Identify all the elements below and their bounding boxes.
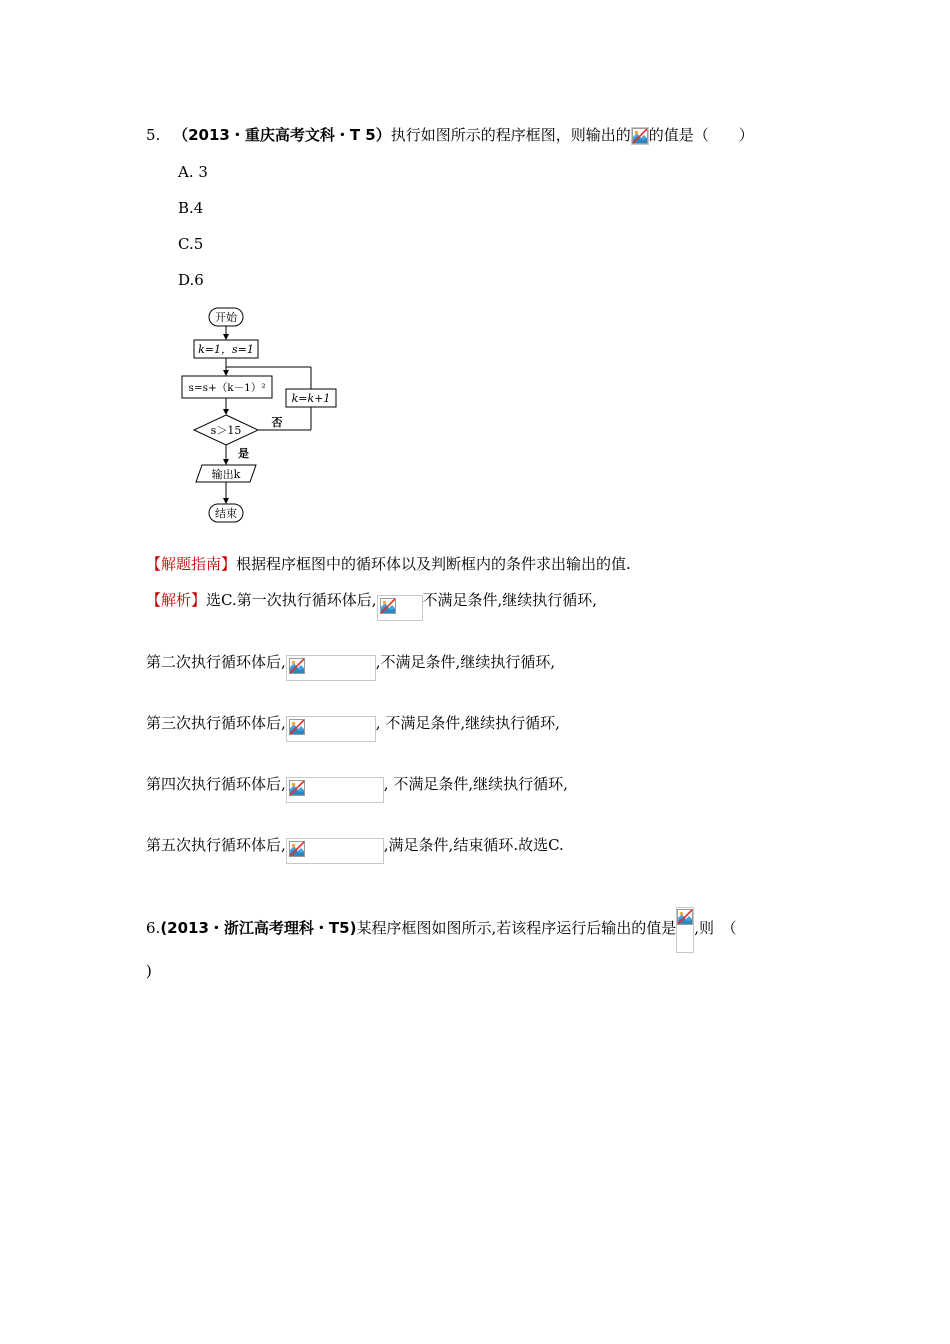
broken-image-icon — [286, 716, 376, 742]
analysis-fifth-before: 第五次执行循环体后, — [146, 836, 286, 854]
guide-line — [146, 554, 631, 574]
q6-stem-before: 某程序框图如图所示,若该程序运行后输出的值是 — [356, 919, 677, 937]
broken-image-icon — [676, 907, 694, 953]
analysis-second-before: 第二次执行循环体后, — [146, 653, 286, 671]
flow-increment-label: k=k+1 — [291, 392, 331, 405]
flowchart — [180, 302, 350, 527]
broken-image-icon — [286, 777, 384, 803]
q5-stem-after: 的值是（ ） — [648, 126, 754, 144]
q5-option-b: B.4 — [178, 199, 204, 217]
flow-start-label: 开始 — [215, 311, 237, 324]
q5-option-a: A. 3 — [178, 163, 208, 181]
q6-number: 6. — [146, 919, 161, 937]
flow-end-label: 结束 — [215, 507, 237, 520]
broken-image-icon — [286, 838, 384, 864]
flow-condition-label: s＞15 — [210, 424, 242, 437]
analysis-line-2 — [146, 652, 555, 681]
analysis-tag: 【解析】 — [146, 591, 207, 609]
analysis-line-1 — [146, 590, 597, 621]
q5-option-c: C.5 — [178, 235, 204, 253]
broken-image-icon — [631, 127, 649, 145]
analysis-third-after: , 不满足条件,继续执行循环, — [375, 714, 560, 732]
flow-output-label: 输出k — [211, 468, 241, 481]
guide-tag: 【解题指南】 — [146, 555, 237, 573]
flow-yes-label: 是 — [238, 447, 249, 460]
q5-stem-before: 执行如图所示的程序框图，则输出的 — [390, 126, 631, 144]
analysis-second-after: ,不满足条件,继续执行循环, — [375, 653, 556, 671]
guide-text: 根据程序框图中的循环体以及判断框内的条件求出输出的值. — [236, 555, 631, 573]
analysis-fifth-after: ,满足条件,结束循环.故选C. — [383, 836, 564, 854]
analysis-fourth-before: 第四次执行循环体后, — [146, 775, 286, 793]
flow-process-label: s=s+（k－1）² — [188, 382, 266, 394]
q5-stem — [146, 125, 754, 145]
analysis-line-3 — [146, 713, 560, 742]
q5-option-d: D.6 — [178, 271, 204, 289]
q5-number: 5. — [146, 126, 161, 144]
analysis-fourth-after: , 不满足条件,继续执行循环, — [383, 775, 568, 793]
q6-source: (2013・浙江高考理科・T5) — [160, 919, 357, 937]
flow-no-label: 否 — [271, 416, 283, 429]
q6-stem-after: ,则 （ — [694, 919, 737, 937]
broken-image-icon — [286, 655, 376, 681]
analysis-line-4 — [146, 774, 568, 803]
flow-init-label: k=1，s=1 — [198, 343, 254, 356]
analysis-first-before: 选C.第一次执行循环体后, — [206, 591, 377, 609]
q6-close-paren: ) — [146, 962, 152, 980]
broken-image-icon — [377, 595, 423, 621]
analysis-third-before: 第三次执行循环体后, — [146, 714, 286, 732]
analysis-line-5 — [146, 835, 564, 864]
q6-stem — [146, 907, 737, 953]
analysis-first-after: 不满足条件,继续执行循环, — [422, 591, 598, 609]
q5-source: （2013・重庆高考文科・T 5） — [173, 126, 391, 144]
